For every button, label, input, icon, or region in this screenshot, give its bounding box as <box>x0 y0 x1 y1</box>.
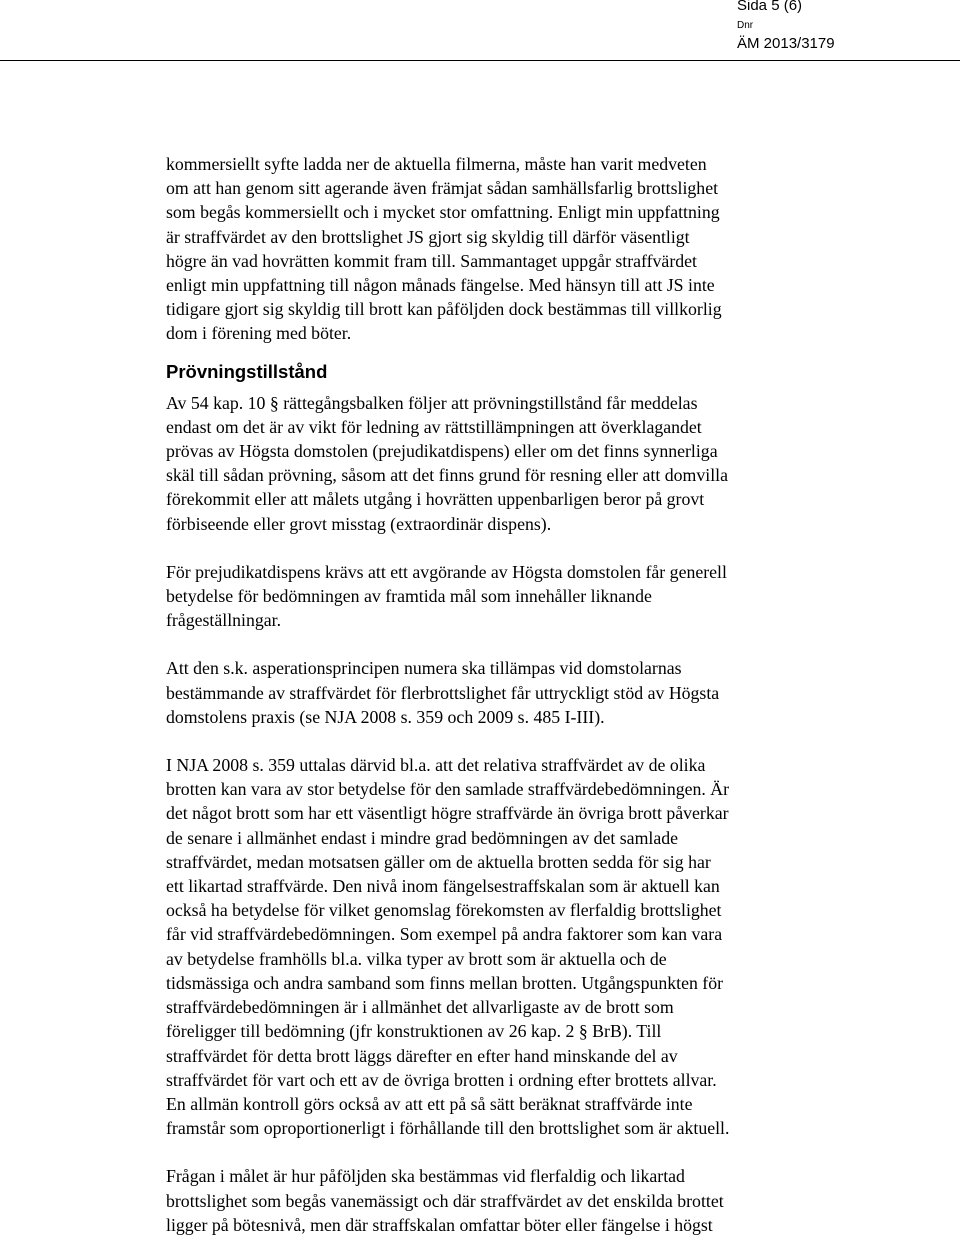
text-line: förekommit eller att målets utgång i hovrätten uppenbarligen beror på grovt <box>166 489 705 510</box>
text-line: endast om det är av vikt för ledning av rättstillämpningen att överklagandet <box>166 416 702 437</box>
text-line: högre än vad hovrätten kommit fram till. Sammantaget uppgår straffvärdet <box>166 250 697 271</box>
page-indicator: Sida 5 (6) <box>737 0 803 14</box>
text-line: om att han genom sitt agerande även främjat sådan samhällsfarlig brottslighet <box>166 178 719 199</box>
text-line: betydelse för bedömningen av framtida mål som innehåller liknande <box>166 586 652 607</box>
paragraph-precedent-dispensation <box>166 560 826 633</box>
paragraph-asperation-principle <box>166 656 826 729</box>
text-line: de senare i allmänhet endast i mindre grad bedömningen av det samlade <box>166 827 679 848</box>
text-line: straffvärdebedömningen är i allmänhet det allvarligaste av de brott som <box>166 997 674 1018</box>
header-divider <box>0 60 960 61</box>
dnr-label: Dnr <box>737 20 754 31</box>
text-line: ligger på bötesnivå, men där straffskalan omfattar böter eller fängelse i högst <box>166 1214 713 1235</box>
dnr-number: ÄM 2013/3179 <box>737 35 835 52</box>
text-line: tidsmässiga och andra samband som finns mellan brotten. Utgångspunkten för <box>166 972 724 993</box>
text-line: bestämmande av straffvärdet för flerbrottslighet får uttryckligt stöd av Högsta <box>166 682 720 703</box>
text-line: är straffvärdet av den brottslighet JS gjort sig skyldig till därför väsentligt <box>166 226 690 247</box>
text-line: också ha betydelse för vilket genomslag förekomsten av flerfaldig brottslighet <box>166 900 722 921</box>
text-line: föreligger till bedömning (jfr konstruktionen av 26 kap. 2 § BrB). Till <box>166 1021 662 1042</box>
text-line: straffvärdet för detta brott läggs därefter en efter hand minskande del av <box>166 1045 678 1066</box>
text-line: straffvärdet, medan motsatsen gäller om de aktuella brotten sedda för sig har <box>166 851 711 872</box>
text-line: enligt min uppfattning till någon månads fängelse. Med hänsyn till att JS inte <box>166 275 715 296</box>
text-line: I NJA 2008 s. 359 uttalas därvid bl.a. att det relativa straffvärdet av de olika <box>166 755 706 776</box>
text-line: ett likartad straffvärde. Den nivå inom fängelsestraffskalan som är aktuell kan <box>166 876 720 897</box>
text-line: prövas av Högsta domstolen (prejudikatdispens) eller om det finns synnerliga <box>166 441 718 462</box>
text-line: Av 54 kap. 10 § rättegångsbalken följer att prövningstillstånd får meddelas <box>166 392 698 413</box>
text-line: dom i förening med böter. <box>166 323 352 344</box>
text-line: det något brott som har ett väsentligt högre straffvärde än övriga brott påverkar <box>166 803 729 824</box>
paragraph-leave-to-appeal <box>166 391 826 536</box>
text-line: Frågan i målet är hur påföljden ska bestämmas vid flerfaldig och likartad <box>166 1166 685 1187</box>
text-line: straffvärdet för vart och ett av de övriga brotten i ordning efter brottets allvar. <box>166 1069 717 1090</box>
paragraph-nja-2008 <box>166 753 826 1140</box>
paragraph-sentencing-assessment <box>166 152 826 346</box>
page-header <box>0 0 960 70</box>
text-line: Att den s.k. asperationsprincipen numera ska tillämpas vid domstolarnas <box>166 658 682 679</box>
section-heading: Prövningstillstånd <box>166 360 328 382</box>
paragraph-question-in-case <box>166 1164 826 1237</box>
text-line: brottslighet som begås vanemässigt och där straffvärdet av det enskilda brottet <box>166 1190 724 1211</box>
text-line: För prejudikatdispens krävs att ett avgörande av Högsta domstolen får generell <box>166 561 727 582</box>
text-line: skäl till sådan prövning, såsom att det finns grund för resning eller att domvilla <box>166 465 728 486</box>
text-line: domstolens praxis (se NJA 2008 s. 359 och 2009 s. 485 I-III). <box>166 706 605 727</box>
text-line: får vid straffvärdebedömningen. Som exempel på andra faktorer som kan vara <box>166 924 723 945</box>
text-line: frågeställningar. <box>166 610 282 631</box>
text-line: av betydelse framhölls bl.a. vilka typer av brott som är aktuella och de <box>166 948 667 969</box>
text-line: kommersiellt syfte ladda ner de aktuella filmerna, måste han varit medveten <box>166 154 707 174</box>
text-line: tidigare gjort sig skyldig till brott kan påföljden dock bestämmas till villkorlig <box>166 299 722 320</box>
text-line: förbiseende eller grovt misstag (extraordinär dispens). <box>166 513 552 534</box>
text-line: som begås kommersiellt och i mycket stor omfattning. Enligt min uppfattning <box>166 202 720 223</box>
text-line: framstår som oproportionerligt i förhållande till den brottslighet som är aktuell. <box>166 1118 730 1139</box>
text-line: brotten kan vara av stor betydelse för den samlade straffvärdebedömningen. Är <box>166 779 730 800</box>
text-line: En allmän kontroll görs också av att ett på så sätt beräknat straffvärde inte <box>166 1093 693 1114</box>
document-body <box>166 152 826 1237</box>
